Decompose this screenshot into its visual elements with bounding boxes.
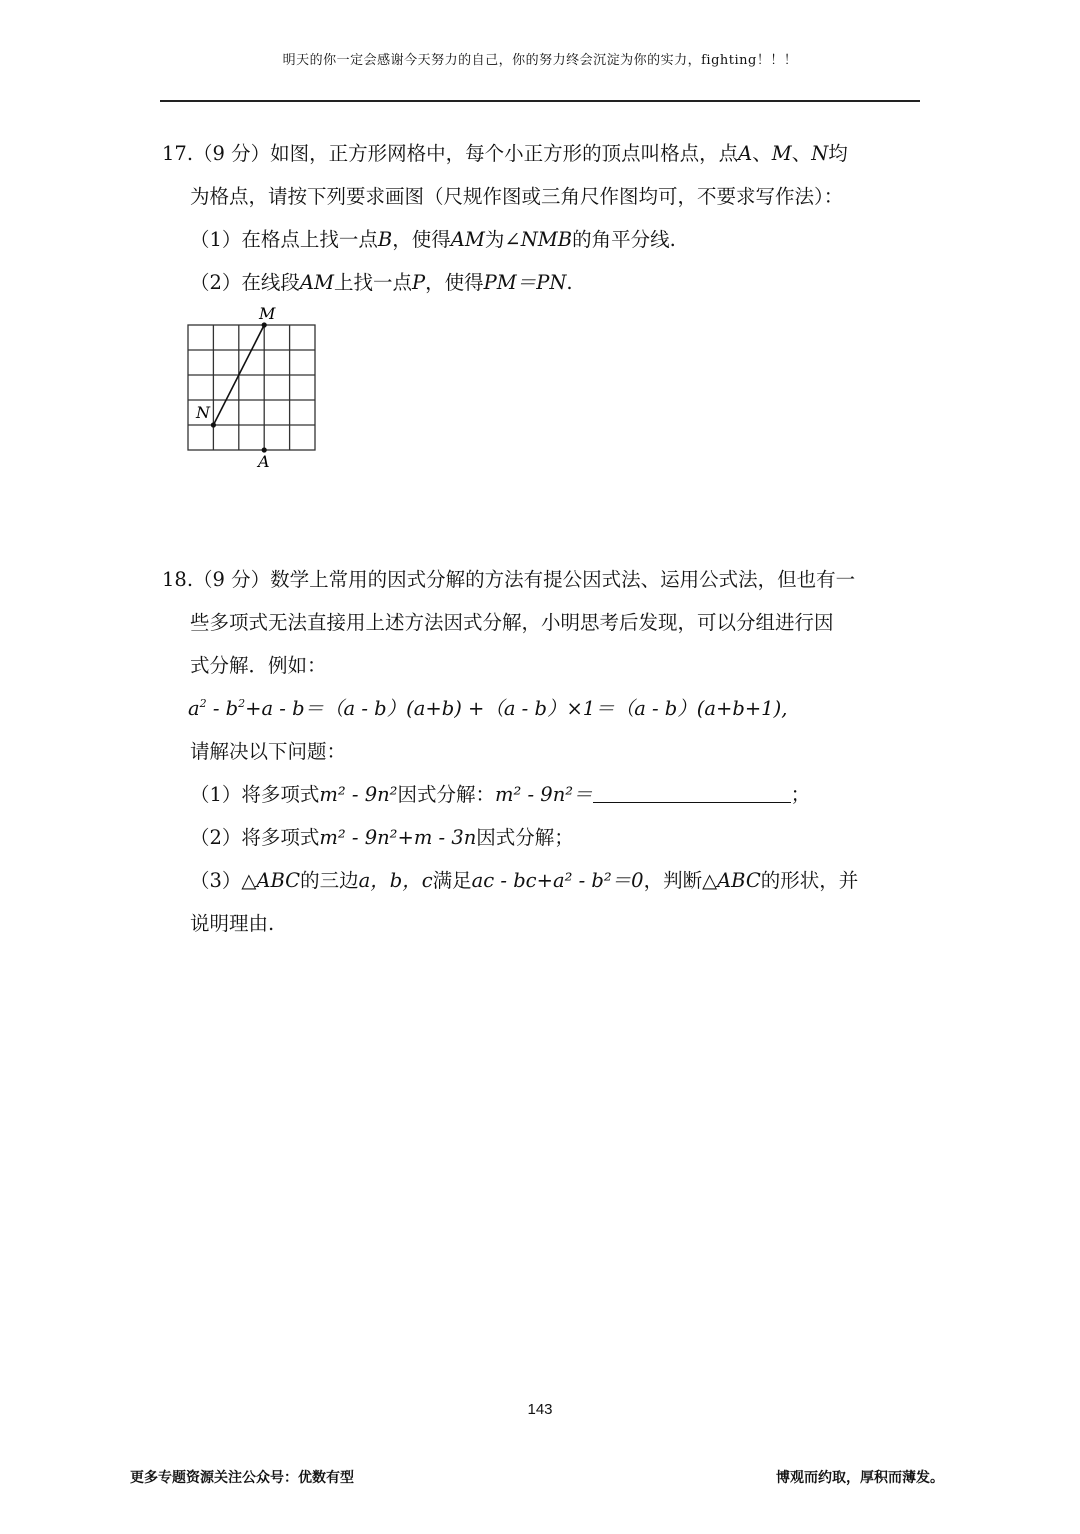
q18-text: 数学上常用的因式分解的方法有提公因式法、运用公式法，但也有一 — [270, 568, 856, 591]
q18-part-2 — [190, 828, 574, 848]
q17-p1-B: B — [377, 228, 393, 251]
q18-p3-text: 的三边 — [300, 869, 359, 892]
q17-number: 17. — [162, 142, 194, 165]
q18-p3-vars: a，b，c — [358, 869, 433, 892]
label-M: M — [259, 304, 276, 323]
q17-score: （9 分） — [193, 142, 271, 165]
q17-grid-figure — [180, 300, 340, 480]
q17-sep: 、 — [752, 142, 772, 165]
q18-p3-triangle: ABC — [256, 869, 301, 892]
example-a: a — [188, 697, 200, 720]
header-motto: 明天的你一定会感谢今天努力的自己，你的努力终会沉淀为你的实力，fighting！！！ — [282, 53, 798, 68]
q17-part-1 — [190, 230, 676, 250]
q17-p2-AM: AM — [299, 271, 334, 294]
q17-p2-text: 上找一点 — [333, 271, 412, 294]
q18-example — [188, 699, 787, 719]
q17-p1-angle: ∠NMB — [504, 228, 573, 251]
q17-stem: 如图，正方形网格中，每个小正方形的顶点叫格点，点 — [270, 142, 739, 165]
q17-line-1 — [162, 144, 848, 164]
example-rest: +a - b＝（a - b）(a+b) +（a - b）×1＝（a - b）(a+b+1), — [245, 697, 788, 720]
q18-score: （9 分） — [193, 568, 271, 591]
label-A: A — [258, 452, 270, 471]
q18-line-3: 式分解．例如： — [190, 654, 327, 677]
label-N: N — [196, 403, 210, 422]
q17-line-2: 为格点，请按下列要求画图（尺规作图或三角尺作图均可，不要求写作法）： — [190, 185, 844, 208]
point-M — [262, 322, 267, 327]
q17-sep: 、 — [791, 142, 812, 165]
q17-p2-text: ，使得 — [425, 271, 484, 294]
q17-p2-equation: PM＝PN — [483, 271, 567, 294]
q17-point-A: A — [738, 142, 753, 165]
q17-p2-text: . — [566, 271, 573, 294]
q17-p2-P: P — [412, 271, 426, 294]
q18-p3-condition: ac - bc+a² - b²＝0 — [471, 869, 644, 892]
q17-p1-AM: AM — [450, 228, 485, 251]
q18-part-3 — [190, 871, 858, 891]
q18-p3-text: 的形状，并 — [760, 869, 859, 892]
q18-part-1 — [190, 785, 810, 805]
q18-p3-text: 满足 — [432, 869, 472, 892]
q18-p3-text: ，判断△ — [643, 869, 718, 892]
q17-stem-end: 均 — [828, 142, 848, 165]
q18-p3-triangle: ABC — [717, 869, 761, 892]
q18-p1-expr: m² - 9n² — [319, 783, 398, 806]
footer-right: 博观而约取，厚积而薄发。 — [776, 1470, 944, 1486]
q17-p1-text: 为 — [484, 228, 505, 251]
q17-p1-text: 的角平分线. — [572, 228, 676, 251]
q18-part-3-line-2: 说明理由. — [190, 912, 275, 935]
example-exp: 2 — [199, 697, 207, 710]
q18-p1-expr2: m² - 9n²＝ — [495, 783, 593, 806]
example-b: b — [225, 697, 239, 720]
q18-line-2: 些多项式无法直接用上述方法因式分解，小明思考后发现，可以分组进行因 — [190, 611, 834, 634]
footer-left: 更多专题资源关注公众号：优数有型 — [130, 1470, 354, 1486]
q18-line-1 — [162, 570, 855, 590]
q17-p1-text: （1）在格点上找一点 — [190, 228, 378, 251]
q18-p1-end: ； — [790, 783, 811, 806]
q17-point-M: M — [771, 142, 792, 165]
q18-p1-text: 因式分解： — [397, 783, 496, 806]
q17-p2-text: （2）在线段 — [190, 271, 300, 294]
point-N — [211, 422, 216, 427]
q18-number: 18. — [162, 568, 194, 591]
q18-p2-text: 因式分解； — [476, 826, 574, 849]
q17-part-2 — [190, 273, 573, 293]
q18-line-5: 请解决以下问题： — [190, 740, 347, 763]
header-rule — [160, 100, 920, 102]
page-number: 143 — [527, 1401, 553, 1418]
grid-lines — [188, 325, 315, 450]
example-exp: 2 — [238, 697, 246, 710]
q18-p2-text: （2）将多项式 — [190, 826, 320, 849]
q17-point-N: N — [811, 142, 829, 165]
answer-blank[interactable] — [593, 787, 791, 803]
q18-p1-text: （1）将多项式 — [190, 783, 320, 806]
q18-p2-expr: m² - 9n²+m - 3n — [319, 826, 477, 849]
q17-p1-text: ，使得 — [392, 228, 451, 251]
example-minus: - — [206, 697, 226, 720]
q18-p3-text: （3）△ — [190, 869, 257, 892]
